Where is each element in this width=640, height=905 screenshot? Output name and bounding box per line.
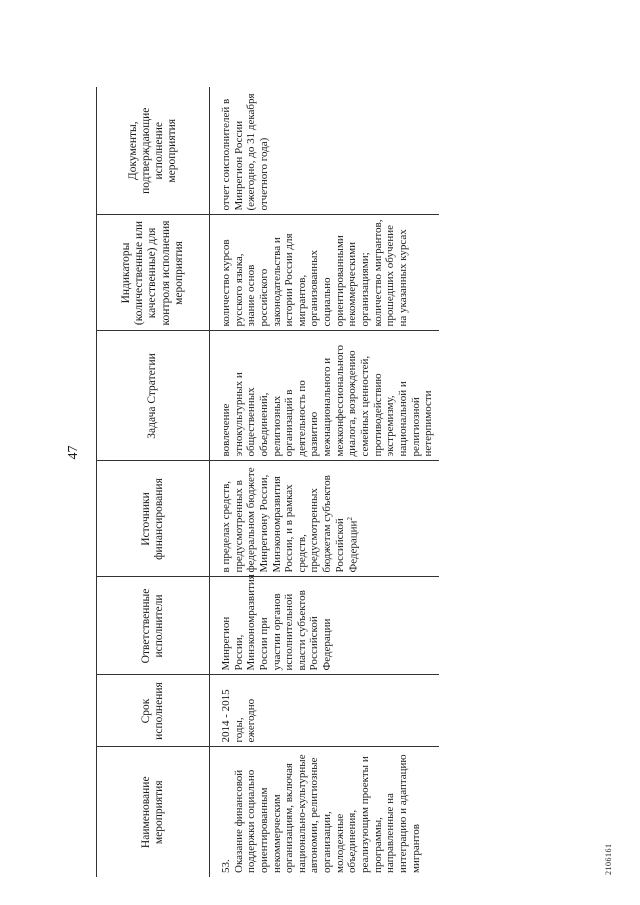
row-task: вовлечение этнокультурных и общественных объединений, религиозных организаций в деятельность по развитию межнационального и межконфессионального диалога, возрождению семейных ценностей, противодействию экстремизму, национальной и религиозной нетерпимости <box>220 344 435 457</box>
row-executors: Минрегион России, Минэкономразвития России при участии органов исполнительной власти субъектов Российской Федерации <box>220 574 334 671</box>
header-documents: Документы, подтверждающие исполнение мероприятия <box>97 87 210 215</box>
row-indicators: количество курсов русского языка, знание основ российского законодательства и истории России для мигрантов, организованных социально ориентированными некоммерческими организациями; количество мигрантов, прошедших обучение на указанных курсах <box>220 219 409 327</box>
header-funding: Источники финансирования <box>97 461 210 577</box>
header-name: Наименование мероприятия <box>97 747 210 877</box>
cell-name <box>210 747 439 877</box>
row-name: Оказание финансовой поддержки социально ориентированным некоммерческим организациям, включая национально-культурные автономии, религиозные организации, молодежные объединения, реализующим проекты и программы, направленные на интеграцию и адаптацию мигрантов <box>232 754 422 873</box>
cell-documents <box>210 87 439 215</box>
row-funding: в пределах средств, предусмотренных в федеральном бюджете Минрегиону России, Минэкономразвития России, и в рамках средств, предусмотренных бюджетам субъектов Российской Федерации <box>220 467 361 573</box>
header-indicators: Индикаторы (количественные или качественные) для контроля исполнения мероприятия <box>97 215 210 331</box>
document-code: 2106161 <box>604 843 613 875</box>
cell-task <box>210 331 439 461</box>
header-term: Срок исполнения <box>97 675 210 747</box>
row-number: 53. <box>220 859 232 873</box>
row-term: 2014 - 2015 годы, ежегодно <box>220 689 258 743</box>
row-documents: отчет соисполнителей в Минрегион России (ежегодно, до 31 декабря отчетного года) <box>220 93 270 211</box>
table-row <box>210 87 439 877</box>
cell-term <box>210 675 439 747</box>
page-number: 47 <box>66 445 81 460</box>
measures-table <box>96 87 439 877</box>
header-executors: Ответственные исполнители <box>97 577 210 675</box>
cell-indicators <box>210 215 439 331</box>
cell-executors <box>210 574 439 675</box>
header-task: Задача Стратегии <box>97 331 210 461</box>
funding-footnote-mark: 2 <box>346 517 355 521</box>
cell-funding <box>210 461 439 577</box>
table-header-row <box>97 87 210 877</box>
